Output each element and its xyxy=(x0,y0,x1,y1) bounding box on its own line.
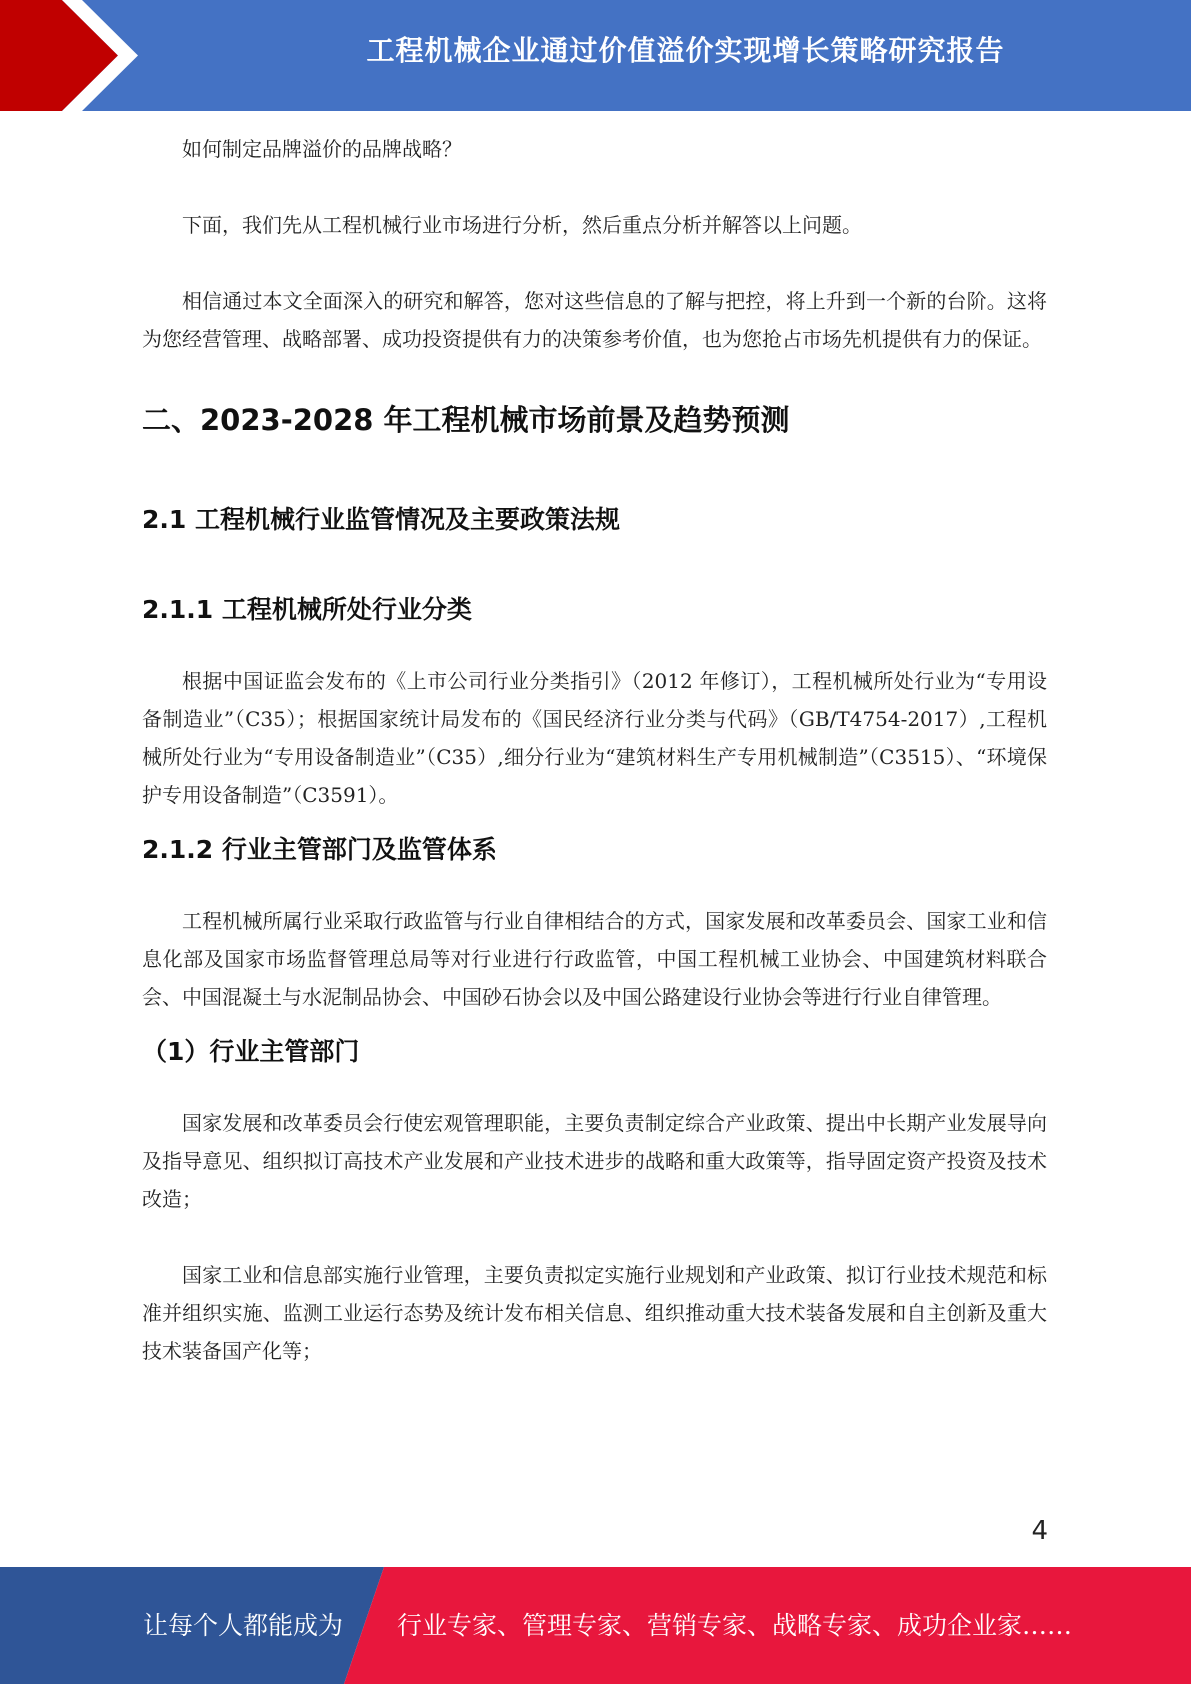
report-title: 工程机械企业通过价值溢价实现增长策略研究报告 xyxy=(366,34,1005,67)
header-arrow-decoration xyxy=(0,0,160,111)
footer-slogan-left: 让每个人都能成为 xyxy=(143,1611,344,1640)
document-body xyxy=(142,130,1047,1370)
paragraph-industry-classification: 根据中国证监会发布的《上市公司行业分类指引》（2012 年修订），工程机械所处行业为“专用设备制造业”（C35）；根据国家统计局发布的《国民经济行业分类与代码》（GB/T4754-2017）,工程机械所处行业为“专用设备制造业”（C35）,细分行业为“建筑材料生产专用机械制造”（C3515）、“环境保护专用设备制造”（C3591）。 xyxy=(142,669,1047,807)
footer-slogan-right: 行业专家、管理专家、营销专家、战略专家、成功企业家…… xyxy=(397,1611,1073,1640)
subsubsection-heading-industry-classification: 2.1.1 工程机械所处行业分类 xyxy=(142,595,472,624)
paragraph-brand-strategy-question: 如何制定品牌溢价的品牌战略？ xyxy=(182,137,462,161)
paragraph-regulatory-system: 工程机械所属行业采取行政监管与行业自律相结合的方式，国家发展和改革委员会、国家工业和信息化部及国家市场监督管理总局等对行业进行行政监管，中国工程机械工业协会、中国建筑材料联合会、中国混凝土与水泥制品协会、中国砂石协会以及中国公路建设行业协会等进行行业自律管理。 xyxy=(142,909,1047,1009)
paragraph-value-statement: 相信通过本文全面深入的研究和解答，您对这些信息的了解与把控，将上升到一个新的台阶。这将为您经营管理、战略部署、成功投资提供有力的决策参考价值，也为您抢占市场先机提供有力的保证。 xyxy=(142,289,1047,351)
paragraph-analysis-intro: 下面，我们先从工程机械行业市场进行分析，然后重点分析并解答以上问题。 xyxy=(182,213,862,237)
header-banner xyxy=(0,0,1191,111)
subsubsection-heading-regulatory-system: 2.1.2 行业主管部门及监管体系 xyxy=(142,835,497,864)
page-number: 4 xyxy=(1031,1516,1048,1546)
heading-competent-authorities: （1）行业主管部门 xyxy=(142,1037,360,1066)
subsection-heading-regulation: 2.1 工程机械行业监管情况及主要政策法规 xyxy=(142,505,620,534)
footer-banner xyxy=(0,1567,1191,1684)
paragraph-miit-role: 国家工业和信息部实施行业管理，主要负责拟定实施行业规划和产业政策、拟订行业技术规范和标准并组织实施、监测工业运行态势及统计发布相关信息、组织推动重大技术装备发展和自主创新及重大技术装备国产化等； xyxy=(142,1263,1047,1363)
section-heading-market-forecast: 二、2023-2028 年工程机械市场前景及趋势预测 xyxy=(142,403,790,437)
paragraph-ndrc-role: 国家发展和改革委员会行使宏观管理职能，主要负责制定综合产业政策、提出中长期产业发展导向及指导意见、组织拟订高技术产业发展和产业技术进步的战略和重大政策等，指导固定资产投资及技术改造； xyxy=(142,1111,1047,1211)
